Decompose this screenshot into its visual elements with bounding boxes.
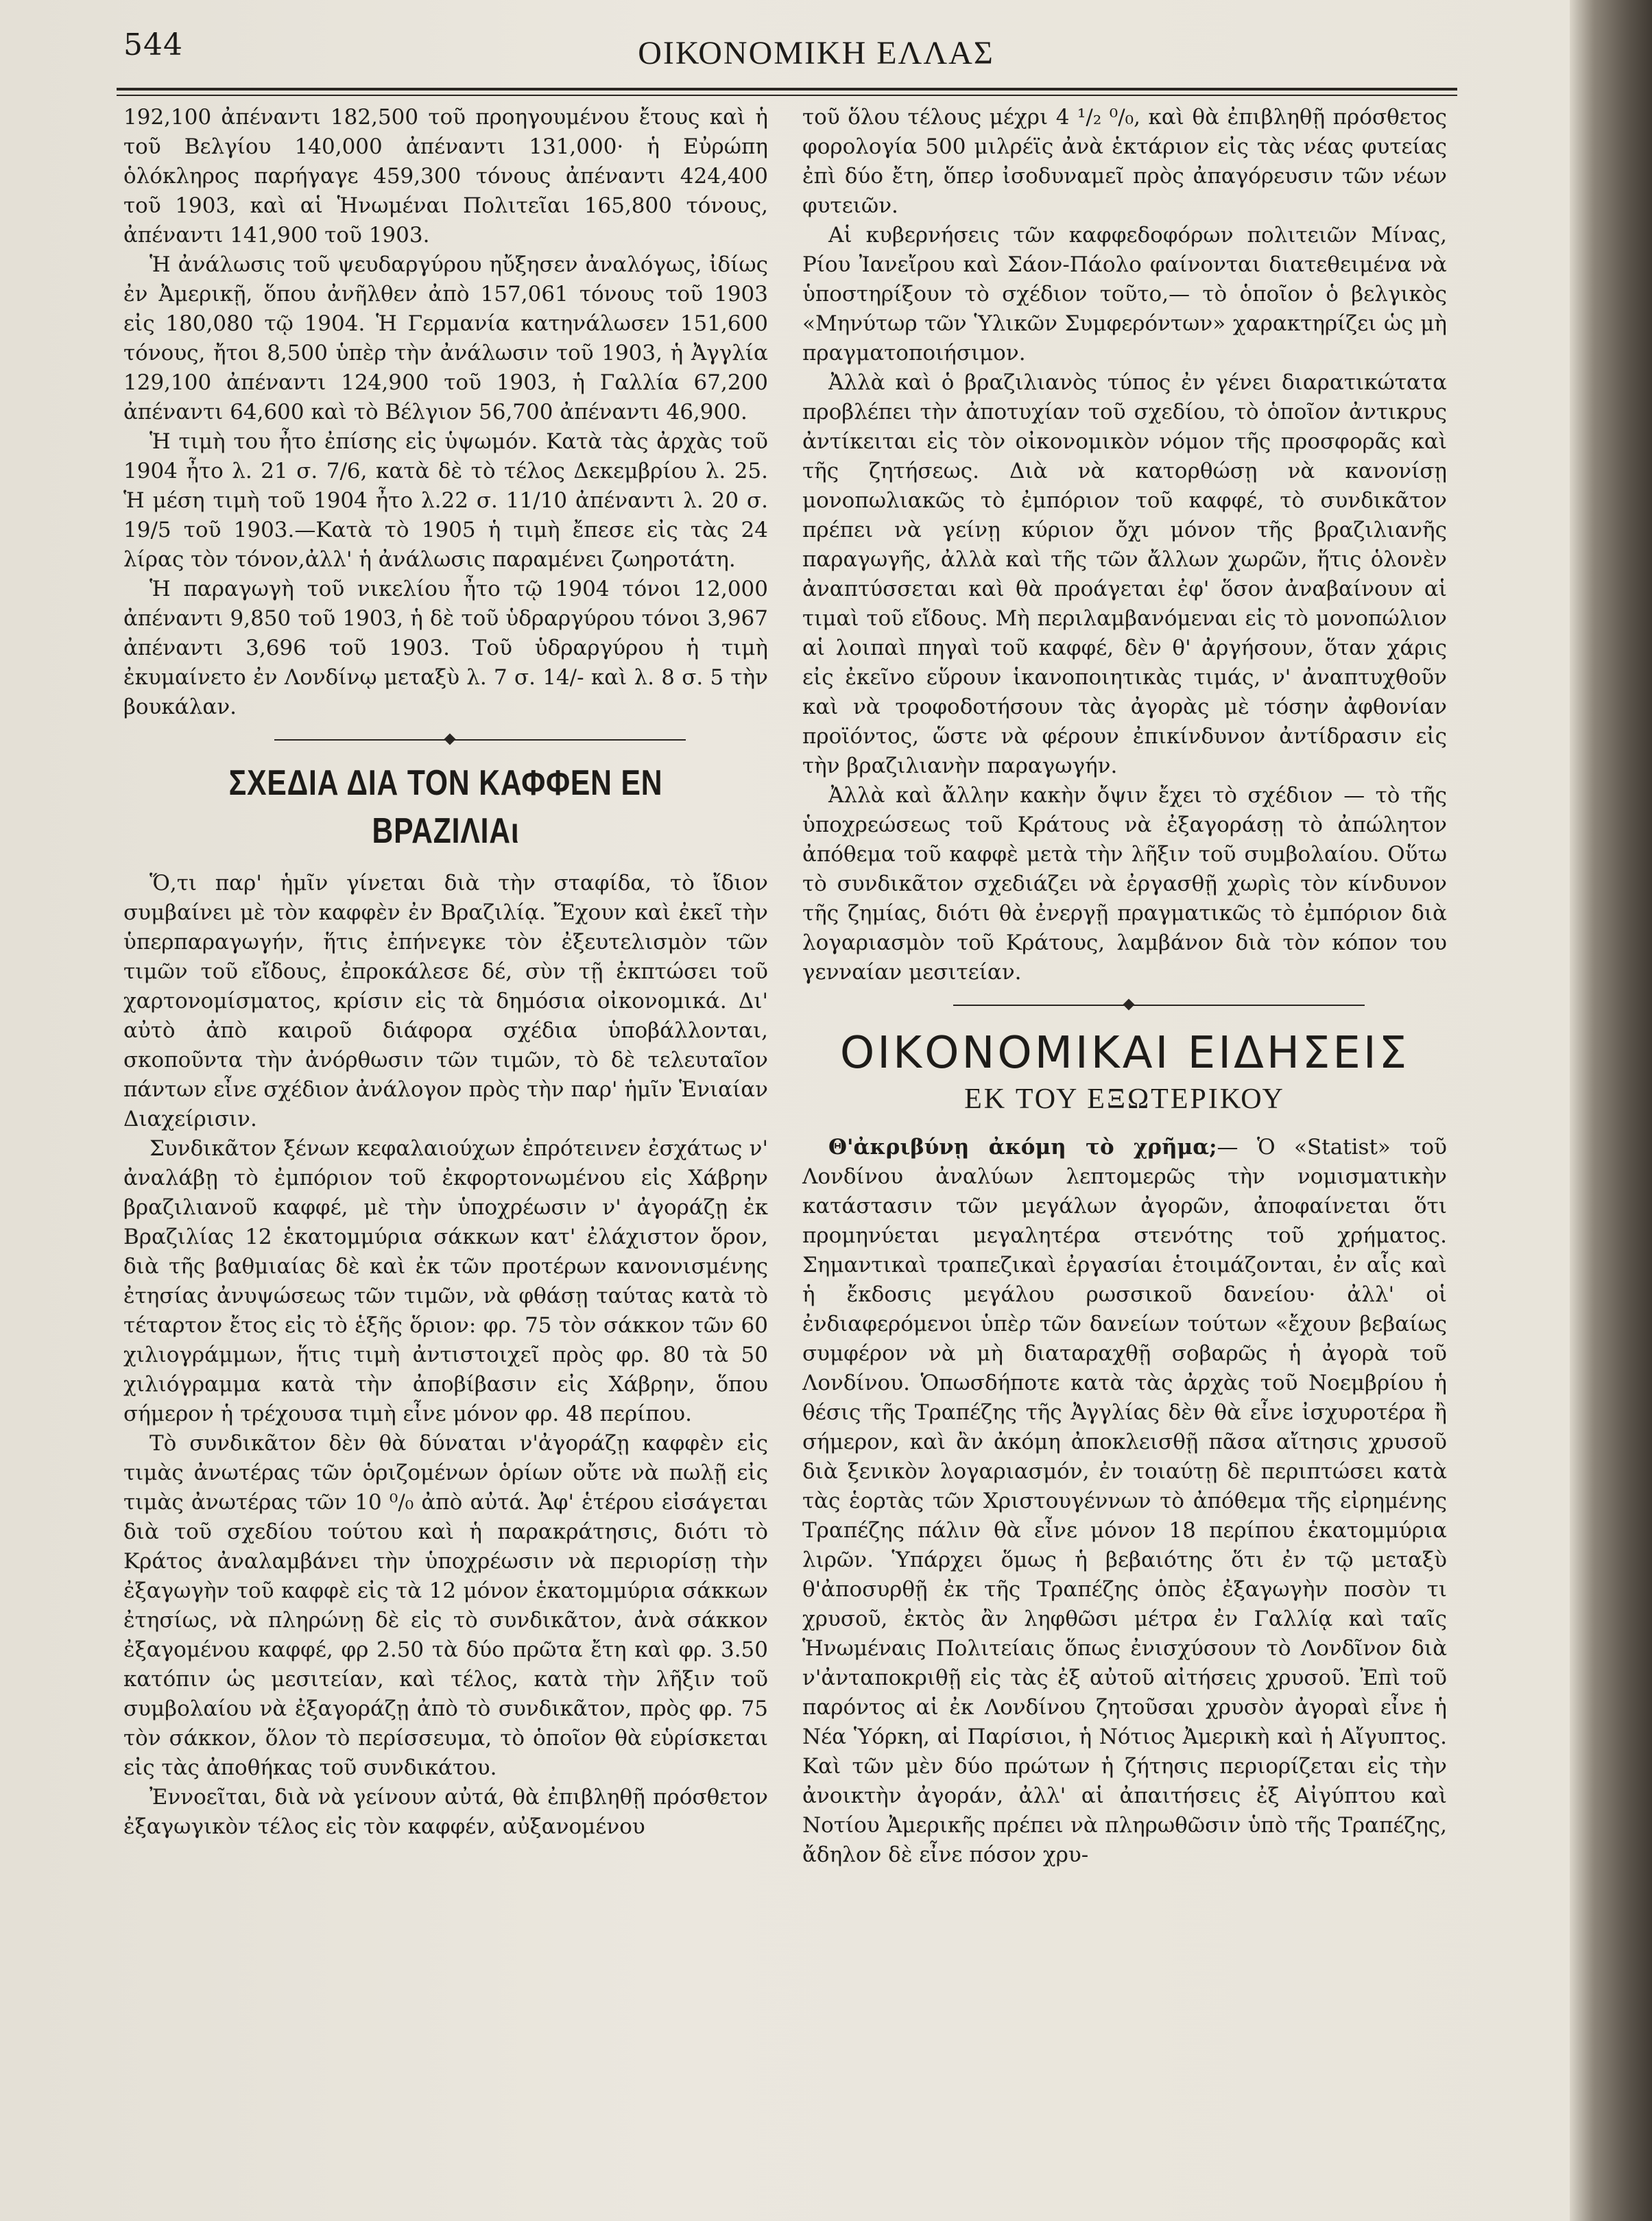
paragraph: Τὸ συνδικᾶτον δὲν θὰ δύναται ν'ἀγοράζῃ καφφὲν εἰς τιμὰς ἀνωτέρας τῶν ὁριζομένων ὁρίων οὔτε νὰ πωλῇ εἰς τιμὰς ἀνωτέρας τῶν 10 ⁰/₀ ἀπὸ αὐτά. Ἀφ' ἑτέρου εἰσάγεται διὰ τοῦ σχεδίου τούτου καὶ ἡ παρακράτησις, διότι τὸ Κράτος ἀναλαμβάνει τὴν ὑποχρέωσιν νὰ περιορίσῃ τὴν ἐξαγωγὴν τοῦ καφφὲ εἰς τὰ 12 μόνον ἑκατομμύρια σάκκων ἐτησίως, νὰ πληρώνῃ δὲ εἰς τὸ συνδικᾶτον, ἀνὰ σάκκον ἐξαγομένου καφφέ, φρ 2.50 τὰ δύο πρῶτα ἔτη καὶ φρ. 3.50 κατόπιν ὡς μεσιτείαν, καὶ τέλος, κατὰ τὴν λῆξιν τοῦ συμβολαίου νὰ ἐξαγοράζῃ ἀπὸ τὸ συνδικᾶτον, πρὸς φρ. 75 τὸν σάκκον, ὅλον τὸ περίσσευμα, τὸ ὁποῖον θὰ εὑρίσκεται εἰς τὰς ἀποθήκας τοῦ συνδικάτου. bbox=[123, 1431, 768, 1780]
header-rule bbox=[117, 88, 1457, 91]
paragraph: Ἡ ἀνάλωσις τοῦ ψευδαργύρου ηὔξησεν ἀναλόγως, ἰδίως ἐν Ἀμερικῇ, ὅπου ἀνῆλθεν ἀπὸ 157,061 τόνους τοῦ 1903 εἰς 180,080 τῷ 1904. Ἡ Γερμανία κατηνάλωσεν 151,600 τόνους, ἤτοι 8,500 ὑπὲρ τὴν ἀνάλωσιν τοῦ 1903, ἡ Ἀγγλία 129,100 ἀπέναντι 124,900 τοῦ 1903, ἡ Γαλλία 67,200 ἀπέναντι 64,600 καὶ τὸ Βέλγιον 56,700 ἀπέναντι 46,900. bbox=[123, 252, 768, 424]
paragraph: Ἡ παραγωγὴ τοῦ νικελίου ἦτο τῷ 1904 τόνοι 12,000 ἀπέναντι 9,850 τοῦ 1903, ἡ δὲ τοῦ ὑδραργύρου τόνοι 3,967 ἀπέναντι 3,696 τοῦ 1903. Τοῦ ὑδραργύρου ἡ τιμὴ ἐκυμαίνετο ἐν Λονδίνῳ μεταξὺ λ. 7 σ. 14/- καὶ λ. 8 σ. 5 τὴν βουκάλαν. bbox=[123, 577, 768, 719]
paragraph: Ἀλλὰ καὶ ἄλλην κακὴν ὄψιν ἔχει τὸ σχέδιον — τὸ τῆς ὑποχρεώσεως τοῦ Κράτους νὰ ἐξαγοράσῃ τὸ ἀπώλητον ἀπόθεμα τοῦ καφφὲ μετὰ τὴν λῆξιν τοῦ συμβολαίου. Οὕτω τὸ συνδικᾶτον σχεδιάζει νὰ ἐργασθῇ χωρὶς τὸν κίνδυνον τῆς ζημίας, διότι θὰ ἐνεργῇ πραγματικῶς τὸ ἐμπόριον διὰ λογαριασμὸν τοῦ Κράτους, λαμβάνον διὰ τὸν κόπον του γενναίαν μεσιτείαν. bbox=[802, 783, 1447, 985]
news-banner-subtitle: ΕΚ ΤΟΥ ΕΞΩΤΕΡΙΚΟΥ bbox=[964, 1083, 1285, 1115]
paragraph: Ἐννοεῖται, διὰ νὰ γείνουν αὐτά, θὰ ἐπιβληθῇ πρόσθετον ἐξαγωγικὸν τέλος εἰς τὸν καφφέν, αὐξανομένου bbox=[123, 1785, 768, 1839]
paragraph: τοῦ ὅλου τέλους μέχρι 4 ¹/₂ ⁰/₀, καὶ θὰ ἐπιβληθῇ πρόσθετος φορολογία 500 μιλρέϊς ἀνὰ ἑκτάριον εἰς τὰς νέας φυτείας ἐπὶ δύο ἔτη, ὅπερ ἰσοδυναμεῖ πρὸς ἀπαγόρευσιν τῶν νέων φυτειῶν. bbox=[802, 105, 1447, 218]
news-item bbox=[802, 1133, 1447, 1870]
diamond-ornament bbox=[444, 734, 456, 745]
news-run-in-heading: Θ'ἀκριβύνῃ ἀκόμη τὸ χρῆμα; bbox=[828, 1135, 1217, 1160]
right-column bbox=[802, 103, 1447, 1870]
diamond-ornament bbox=[1123, 999, 1135, 1011]
page-number: 544 bbox=[123, 27, 183, 62]
paragraph: Ὅ,τι παρ' ἡμῖν γίνεται διὰ τὴν σταφίδα, τὸ ἴδιον συμβαίνει μὲ τὸν καφφὲν ἐν Βραζιλίᾳ. Ἔχουν καὶ ἐκεῖ τὴν ὑπερπαραγωγήν, ἥτις ἐπήνεγκε τὸν ἐξευτελισμὸν τῶν τιμῶν τοῦ εἴδους, ἐπροκάλεσε δέ, σὺν τῇ ἐκπτώσει τοῦ χαρτονομίσματος, κρίσιν εἰς τὰ δημόσια οἰκονομικά. Δι' αὐτὸ ἀπὸ καιροῦ διάφορα σχέδια ὑποβάλλονται, σκοποῦντα τὴν ἀνόρθωσιν τῶν τιμῶν, τὸ δὲ τελευταῖον πάντων εἶνε σχέδιον ἀνάλογον πρὸς τὴν παρ' ἡμῖν Ἑνιαίαν Διαχείρισιν. bbox=[123, 871, 768, 1131]
page-edge-shadow bbox=[1570, 0, 1652, 2221]
section-heading: ΣΧΕΔΙΑ ΔΙΑ ΤΟΝ ΚΑΦΦΕΝ ΕΝ ΒΡΑΖΙΛΙΑι bbox=[228, 763, 663, 851]
paragraph: Ἀλλὰ καὶ ὁ βραζιλιανὸς τύπος ἐν γένει διαρατικώτατα προβλέπει τὴν ἀποτυχίαν τοῦ σχεδίου, τὸ ὁποῖον ἀντικρυς ἀντίκειται εἰς τὸν οἰκονομικὸν νόμον τῆς προσφορᾶς καὶ τῆς ζητήσεως. Διὰ νὰ κατορθώσῃ νὰ κανονίσῃ μονοπωλιακῶς τὸ ἐμπόριον τοῦ καφφέ, τὸ συνδικᾶτον πρέπει νὰ γείνῃ κύριον ὄχι μόνον τῆς βραζιλιανῆς παραγωγῆς, ἀλλὰ καὶ τῆς τῶν ἄλλων χωρῶν, ἥτις ὁλονὲν ἀναπτύσσεται καὶ θὰ προάγεται ἐφ' ὅσον ἀναβαίνουν αἱ τιμαὶ τοῦ εἴδους. Μὴ περιλαμβανόμεναι εἰς τὸ μονοπώλιον αἱ λοιπαὶ πηγαὶ τοῦ καφφέ, δὲν θ' ἀργήσουν, ὅταν χάρις εἰς ἐκεῖνο εὕρουν ἱκανοποιητικὰς τιμάς, ν' ἀναπτυχθοῦν καὶ νὰ τροφοδοτήσουν τὰς ἀγορὰς μὲ τόσην ἀφθονίαν προϊόντος, ὥστε νὰ φέρουν ἐπικίνδυνον ἀντίδρασιν εἰς τὴν βραζιλιανὴν παραγωγήν. bbox=[802, 370, 1447, 778]
section-separator bbox=[802, 992, 1447, 1019]
header-rule-thin bbox=[117, 95, 1457, 96]
running-head: ΟΙΚΟΝΟΜΙΚΗ ΕΛΛΑΣ bbox=[638, 35, 994, 71]
left-column bbox=[123, 103, 768, 1842]
paragraph: Συνδικᾶτον ξένων κεφαλαιούχων ἐπρότεινεν ἐσχάτως ν' ἀναλάβῃ τὸ ἐμπόριον τοῦ ἐκφορτονωμένου εἰς Χάβρην βραζιλιανοῦ καφφέ, μὲ τὴν ὑποχρέωσιν ν' ἀγοράζῃ ἐκ Βραζιλίας 12 ἑκατομμύρια σάκκων κατ' ἐλάχιστον ὅρον, διὰ τῆς βαθμιαίας δὲ καὶ ἐκ τῶν προτέρων κανονισμένης ἐτησίας ἀνυψώσεως τῶν τιμῶν, νὰ φθάσῃ ταύτας κατὰ τὸ τέταρτον ἔτος εἰς τὸ ἑξῆς ὅριον: φρ. 75 τὸν σάκκον τῶν 60 χιλιογράμμων, ἥτις τιμὴ ἀντιστοιχεῖ πρὸς φρ. 80 τὰ 50 χιλιόγραμμα κατὰ τὴν ἀποβίβασιν εἰς Χάβρην, ὅπου σήμερον ἡ τρέχουσα τιμὴ εἶνε μόνον φρ. 48 περίπου. bbox=[123, 1136, 768, 1426]
paragraph: 192,100 ἀπέναντι 182,500 τοῦ προηγουμένου ἔτους καὶ ἡ τοῦ Βελγίου 140,000 ἀπέναντι 131,000· ἡ Εὐρώπη ὁλόκληρος παρήγαγε 459,300 τόνους ἀπέναντι 424,400 τοῦ 1903, καὶ αἱ Ἡνωμέναι Πολιτεῖαι 165,800 τόνους, ἀπέναντι 141,900 τοῦ 1903. bbox=[123, 105, 768, 248]
paragraph: Αἱ κυβερνήσεις τῶν καφφεδοφόρων πολιτειῶν Μίνας, Ρίου Ἰανεἴρου καὶ Σάον-Πάολο φαίνονται διατεθειμένα νὰ ὑποστηρίξουν τὸ σχέδιον τοῦτο,— τὸ ὁποῖον ὁ βελγικὸς «Μηνύτωρ τῶν Ὑλικῶν Συμφερόντων» χαρακτηρίζει ὡς μὴ πραγματοποιήσιμον. bbox=[802, 223, 1447, 365]
news-banner-title: ΟΙΚΟΝΟΜΙΚΑΙ ΕΙΔΗΣΕΙΣ bbox=[839, 1028, 1410, 1079]
news-item-text: — Ὁ «Statist» τοῦ Λονδίνου ἀναλύων λεπτομερῶς τὴν νομισματικὴν κατάστασιν τῶν μεγάλων ἀγορῶν, ἀποφαίνεται ὅτι προμηνύεται μεγαλητέρα στενότης τοῦ χρήματος. Σημαντικαὶ τραπεζικαὶ ἐργασίαι ἑτοιμάζονται, ἐν αἷς καὶ ἡ ἔκδοσις μεγάλου ρωσσικοῦ δανείου· ἀλλ' οἱ ἐνδιαφερόμενοι ὑπὲρ τῶν δανείων τούτων «ἔχουν βεβαίως συμφέρον νὰ μὴ διαταραχθῇ σοβαρῶς ἡ ἀγορὰ τοῦ Λονδίνου. Ὁπωσδήποτε κατὰ τὰς ἀρχὰς τοῦ Νοεμβρίου ἡ θέσις τῆς Τραπέζης τῆς Ἀγγλίας δὲν θὰ εἶνε ἰσχυροτέρα ἢ σήμερον, καὶ ἂν ἀκόμη ἀποκλεισθῇ πᾶσα αἴτησις χρυσοῦ διὰ ξενικὸν λογαριασμόν, ἐν τοιαύτῃ δὲ περιπτώσει κατὰ τὰς ἑορτὰς τῶν Χριστουγέννων τὸ ἀπόθεμα τῆς εἰρημένης Τραπέζης πάλιν θὰ εἶνε μόνον 18 περίπου ἑκατομμύρια λιρῶν. Ὑπάρχει ὅμως ἡ βεβαιότης ὅτι ἐν τῷ μεταξὺ θ'ἀποσυρθῇ ἐκ τῆς Τραπέζης ὁπὸς ἐξαγωγὴν ποσὸν τι χρυσοῦ, ἐκτὸς ἂν ληφθῶσι μέτρα ἐν Γαλλίᾳ καὶ ταῖς Ἡνωμέναις Πολιτείαις ὅπως ἐνισχύσουν τὸ Λονδῖνον διὰ ν'ἀνταποκριθῇ εἰς τὰς ἐξ αὐτοῦ αἰτήσεις χρυσοῦ. Ἐπὶ τοῦ παρόντος αἱ ἐκ Λονδίνου ζητοῦσαι χρυσὸν ἀγοραὶ εἶνε ἡ Νέα Ὑόρκη, αἱ Παρίσιοι, ἡ Νότιος Ἀμερικὴ καὶ ἡ Αἴγυπτος. Καὶ τῶν μὲν δύο πρώτων ἡ ζήτησις περιορίζεται εἰς τὴν ἀνοικτὴν ἀγοράν, ἀλλ' αἱ ἀπαιτήσεις ἐξ Αἰγύπτου καὶ Νοτίου Ἀμερικῆς πρέπει νὰ πληρωθῶσιν ὑπὸ τῆς Τραπέζης, ἄδηλον δὲ εἶνε πόσον χρυ- bbox=[802, 1135, 1447, 1867]
section-separator bbox=[123, 726, 768, 754]
paragraph: Ἡ τιμὴ του ἦτο ἐπίσης εἰς ὑψωμόν. Κατὰ τὰς ἀρχὰς τοῦ 1904 ἦτο λ. 21 σ. 7/6, κατὰ δὲ τὸ τέλος Δεκεμβρίου λ. 25. Ἡ μέση τιμὴ τοῦ 1904 ἦτο λ.22 σ. 11/10 ἀπέναντι λ. 20 σ. 19/5 τοῦ 1903.—Κατὰ τὸ 1905 ἡ τιμὴ ἔπεσε εἰς τὰς 24 λίρας τὸν τόνον,ἀλλ' ἡ ἀνάλωσις παραμένει ζωηροτάτη. bbox=[123, 429, 768, 572]
